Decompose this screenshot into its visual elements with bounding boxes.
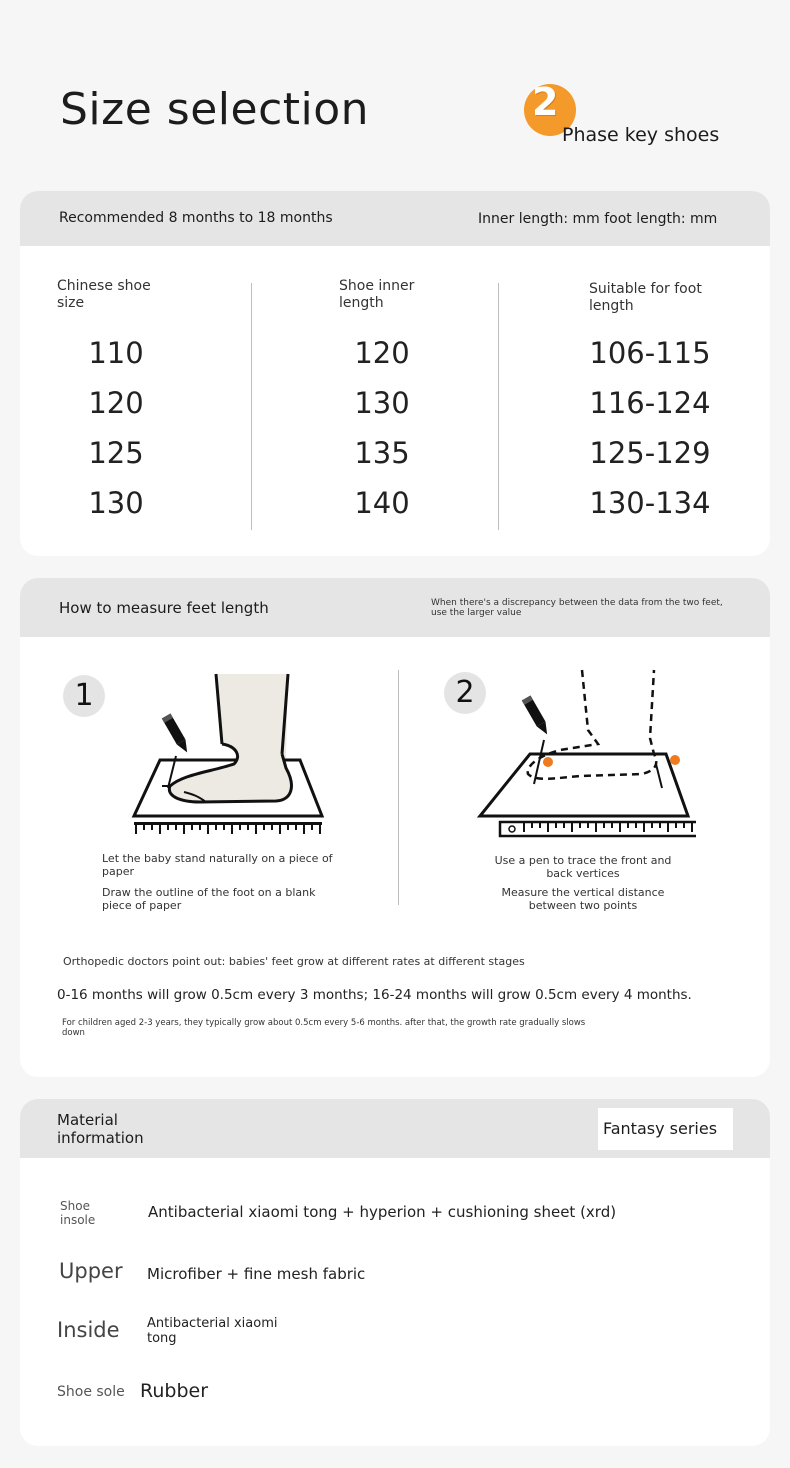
material-label: Inside bbox=[57, 1318, 120, 1342]
table-cell: 120 bbox=[354, 336, 410, 370]
column-header-foot-length: Suitable for foot length bbox=[589, 281, 702, 314]
table-cell: 125 bbox=[88, 436, 144, 470]
table-cell: 130 bbox=[88, 486, 144, 520]
column-header-shoe-size: Chinese shoe size bbox=[57, 278, 151, 311]
table-cell: 140 bbox=[354, 486, 410, 520]
step-1-caption-2: Draw the outline of the foot on a blank piece of paper bbox=[102, 886, 316, 912]
material-label: Shoe insole bbox=[60, 1199, 96, 1227]
table-cell: 110 bbox=[88, 336, 144, 370]
step-divider bbox=[398, 670, 399, 905]
material-label: Shoe sole bbox=[57, 1384, 125, 1400]
material-header bbox=[20, 1099, 770, 1158]
discrepancy-note: When there's a discrepancy between the data from the two feet, use the larger value bbox=[431, 598, 723, 618]
table-cell: 116-124 bbox=[589, 386, 711, 420]
measure-card bbox=[20, 578, 770, 1077]
table-cell: 130-134 bbox=[589, 486, 711, 520]
material-value: Rubber bbox=[140, 1380, 209, 1402]
step-2-caption-1: Use a pen to trace the front and back vertices bbox=[494, 854, 672, 880]
table-cell: 135 bbox=[354, 436, 410, 470]
size-table-header bbox=[20, 191, 770, 246]
step-2-badge: 2 bbox=[444, 672, 486, 714]
step-1-badge: 1 bbox=[63, 675, 105, 717]
material-value: Antibacterial xiaomi tong + hyperion + cushioning sheet (xrd) bbox=[148, 1203, 617, 1221]
column-header-inner-length: Shoe inner length bbox=[339, 278, 415, 311]
step-1-caption-1: Let the baby stand naturally on a piece of paper bbox=[102, 852, 333, 878]
step-2-caption-2: Measure the vertical distance between two points bbox=[501, 886, 665, 912]
phase-badge-number: 2 bbox=[532, 80, 559, 124]
trace-vertices-illustration bbox=[476, 666, 696, 838]
foot-on-paper-illustration bbox=[110, 668, 330, 838]
table-cell: 106-115 bbox=[589, 336, 711, 370]
measure-title: How to measure feet length bbox=[59, 599, 269, 617]
page-title: Size selection bbox=[60, 84, 370, 135]
size-table-card bbox=[20, 191, 770, 556]
table-cell: 120 bbox=[88, 386, 144, 420]
series-label: Fantasy series bbox=[598, 1108, 733, 1150]
table-cell: 125-129 bbox=[589, 436, 711, 470]
growth-rate: 0-16 months will grow 0.5cm every 3 months; 16-24 months will grow 0.5cm every 4 months. bbox=[57, 987, 692, 1003]
phase-badge-text: Phase key shoes bbox=[562, 124, 720, 146]
growth-tip: Orthopedic doctors point out: babies' feet grow at different rates at different stages bbox=[63, 955, 525, 968]
units-note: Inner length: mm foot length: mm bbox=[478, 211, 718, 227]
material-card bbox=[20, 1099, 770, 1446]
measure-header bbox=[20, 578, 770, 637]
back-vertex-marker bbox=[670, 755, 680, 765]
front-vertex-marker bbox=[543, 757, 553, 767]
material-title: Material information bbox=[57, 1111, 144, 1147]
material-label: Upper bbox=[59, 1259, 123, 1283]
recommended-age-label: Recommended 8 months to 18 months bbox=[59, 210, 333, 226]
column-divider bbox=[498, 283, 499, 530]
table-cell: 130 bbox=[354, 386, 410, 420]
material-value: Microfiber + fine mesh fabric bbox=[147, 1265, 366, 1283]
column-divider bbox=[251, 283, 252, 530]
growth-note: For children aged 2-3 years, they typically grow about 0.5cm every 5-6 months. after that, the growth rate gradually slows down bbox=[62, 1018, 586, 1038]
material-value: Antibacterial xiaomi tong bbox=[147, 1316, 278, 1346]
